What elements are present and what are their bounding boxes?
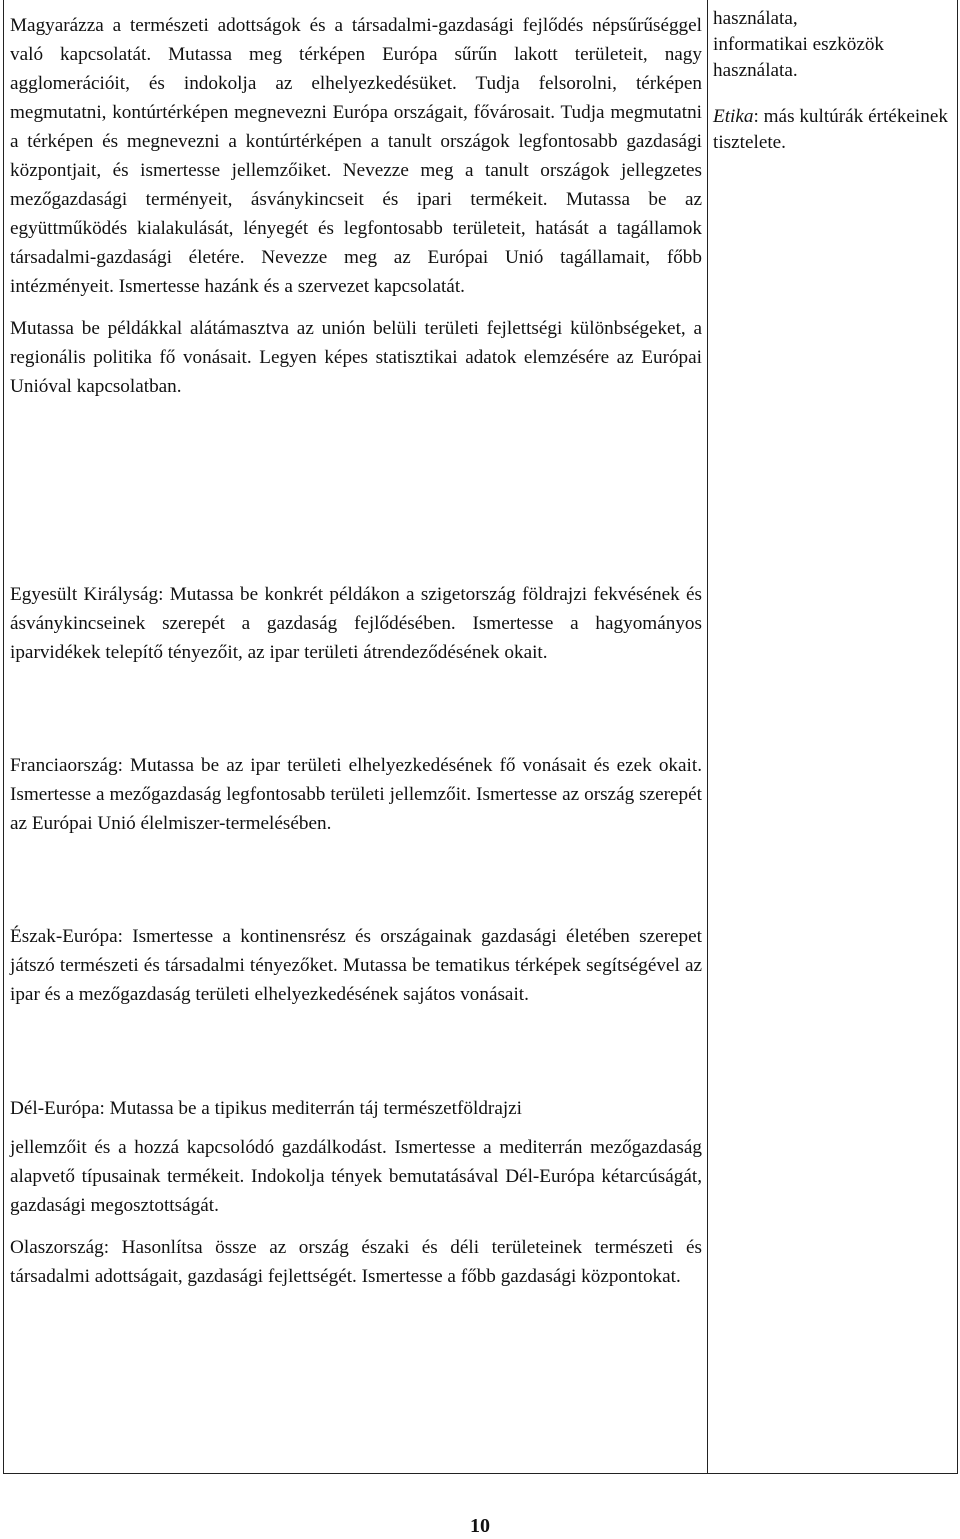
paragraph-italy: Olaszország: Hasonlítsa össze az ország északi és déli területeinek természeti és társadalmi adottságait, gazdasági fejlettségét. Ismertesse a főbb gazdasági központokat. <box>10 1237 702 1287</box>
note-line-1: használata, <box>713 8 798 29</box>
page-number: 10 <box>470 1515 490 1537</box>
requirements-block-europe <box>10 11 702 401</box>
paragraph-north-europe: Észak-Európa: Ismertesse a kontinensrész és országainak gazdasági életében szerepet játszó természeti és társadalmi tényezőket. Mutassa be tematikus térképek segítségével az ipar és a mezőgazdaság területi elhelyezkedésének sajátos vonásait. <box>10 926 702 1005</box>
requirements-block-france <box>10 751 702 838</box>
paragraph-south-europe-heading: Dél-Európa: Mutassa be a tipikus mediterrán táj természetföldrajzi <box>10 1098 523 1119</box>
requirements-block-uk <box>10 580 702 667</box>
requirements-block-south-europe <box>10 1094 702 1291</box>
note-line-2: informatikai eszközök <box>713 34 885 55</box>
column-divider <box>707 0 708 1474</box>
paragraph-eu-regional: Mutassa be példákkal alátámasztva az unión belüli területi fejlettségi különbségeket, a regionális politika fő vonásait. Legyen képes statisztikai adatok elemzésére az Európai Unióval kapcsolatban. <box>10 318 702 397</box>
ethics-text: : más kultúrák értékeinek tisztelete. <box>713 106 948 153</box>
ethics-label: Etika <box>713 106 754 127</box>
requirements-block-north-europe <box>10 922 702 1009</box>
paragraph-europe-intro: Magyarázza a természeti adottságok és a társadalmi-gazdasági fejlődés népsűrűséggel való kapcsolatát. Mutassa meg térképen Európa sűrűn lakott területeit, nagy agglomerációit, és indokolja az elhelyezkedésüket. Tudja felsorolni, térképen megmutatni, kontúrtérképen megnevezni Európa országait, fővárosait. Tudja megmutatni a térképen és megnevezni a kontúrtérképen a tanult országok legfontosabb gazdasági központjait, és ismertesse jellemzőiket. Nevezze meg a tanult országok jellegzetes mezőgazdasági terményeit, ásványkincseit és ipari termékeit. Mutassa be az együttműködés kialakulását, lényegét és legfontosabb területeit, hatását a tagállamok társadalmi-gazdasági életére. Nevezze meg az Európai Unió tagállamait, főbb intézményeit. Ismertesse hazánk és a szervezet kapcsolatát. <box>10 15 702 297</box>
paragraph-france: Franciaország: Mutassa be az ipar területi elhelyezkedésének fő vonásait és ezek okait. Ismertesse a mezőgazdaság legfontosabb területi jellemzőit. Ismertesse az ország szerepét az Európai Unió élelmiszer-termelésében. <box>10 755 702 834</box>
paragraph-south-europe: jellemzőit és a hozzá kapcsolódó gazdálkodást. Ismertesse a mediterrán mezőgazdaság alapvető típusainak termékeit. Indokolja tények bemutatásával Dél-Európa kétarcúságát, gazdasági megosztottságát. <box>10 1137 702 1216</box>
ethics-note <box>713 104 953 156</box>
right-column-notes <box>713 6 953 156</box>
note-line-3: használata. <box>713 60 798 81</box>
paragraph-united-kingdom: Egyesült Királyság: Mutassa be konkrét példákon a szigetország földrajzi fekvésének és ásványkincseinek szerepét a gazdaság fejlődésében. Ismertesse a hagyományos iparvidékek telepítő tényezőit, az ipar területi átrendeződésének okait. <box>10 584 702 663</box>
